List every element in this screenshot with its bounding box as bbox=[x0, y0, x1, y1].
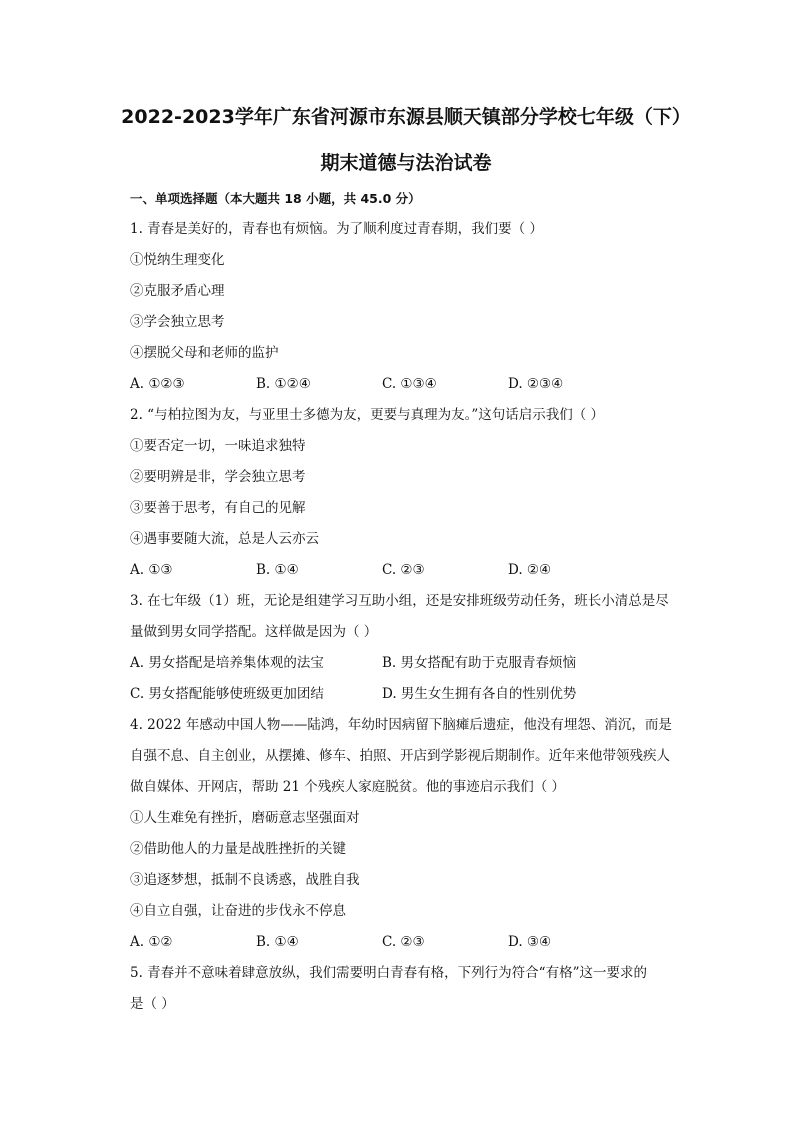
question-1 bbox=[130, 214, 682, 400]
question-stem: 2. “与柏拉图为友，与亚里士多德为友，更要与真理为友。”这句话启示我们（ ） bbox=[130, 407, 605, 423]
option-b: B. ①②④ bbox=[256, 376, 311, 392]
question-stem-line: 3. 在七年级（1）班，无论是组建学习互助小组，还是安排班级劳动任务，班长小清总是尽 bbox=[130, 593, 669, 609]
option-c: C. ①③④ bbox=[382, 376, 437, 392]
question-stem-line: 做自媒体、开网店，帮助 21 个残疾人家庭脱贫。他的事迹启示我们（ ） bbox=[130, 779, 566, 795]
option-c: C. ②③ bbox=[382, 562, 425, 578]
statement-item: ③追逐梦想，抵制不良诱惑，战胜自我 bbox=[130, 872, 360, 888]
statement-item: ②克服矛盾心理 bbox=[130, 283, 225, 299]
option-a: A. ①②③ bbox=[130, 376, 185, 392]
statement-item: ②借助他人的力量是战胜挫折的关键 bbox=[130, 841, 346, 857]
option-b: B. ①④ bbox=[256, 934, 299, 950]
question-stem-line: 自强不息、自主创业，从摆摊、修车、拍照、开店到学影视后期制作。近年来他带领残疾人 bbox=[130, 748, 670, 764]
statement-item: ③学会独立思考 bbox=[130, 314, 225, 330]
answer-options bbox=[130, 648, 682, 679]
answer-options bbox=[130, 679, 682, 710]
statement-item: ④自立自强，让奋进的步伐永不停息 bbox=[130, 903, 346, 919]
statement-item: ③要善于思考，有自己的见解 bbox=[130, 500, 306, 516]
option-d: D. ②④ bbox=[508, 562, 552, 578]
question-stem: 1. 青春是美好的，青春也有烦恼。为了顺利度过青春期，我们要（ ） bbox=[130, 221, 543, 237]
statement-item: ④摆脱父母和老师的监护 bbox=[130, 345, 279, 361]
option-d: D. ③④ bbox=[508, 934, 552, 950]
answer-options bbox=[130, 369, 682, 400]
option-d: D. 男生女生拥有各自的性别优势 bbox=[382, 686, 577, 702]
statement-item: ①要否定一切，一味追求独特 bbox=[130, 438, 306, 454]
option-a: A. ①③ bbox=[130, 562, 173, 578]
option-c: C. ②③ bbox=[382, 934, 425, 950]
answer-options bbox=[130, 555, 682, 586]
question-stem-line: 是（ ） bbox=[130, 996, 175, 1012]
question-5 bbox=[130, 958, 682, 1020]
question-2 bbox=[130, 400, 682, 586]
statement-item: ②要明辨是非，学会独立思考 bbox=[130, 469, 306, 485]
question-stem-line: 4. 2022 年感动中国人物——陆鸿，年幼时因病留下脑瘫后遗症，他没有埋怨、消沉，而是 bbox=[130, 717, 672, 733]
page-title: 2022-2023学年广东省河源市东源县顺天镇部分学校七年级（下） bbox=[121, 106, 691, 128]
statement-item: ④遇事要随大流，总是人云亦云 bbox=[130, 531, 319, 547]
question-3 bbox=[130, 586, 682, 710]
question-4 bbox=[130, 710, 682, 958]
statement-item: ①悦纳生理变化 bbox=[130, 252, 225, 268]
answer-options bbox=[130, 927, 682, 958]
option-b: B. 男女搭配有助于克服青春烦恼 bbox=[382, 655, 577, 671]
option-a: A. ①② bbox=[130, 934, 173, 950]
section-header: 一、单项选择题（本大题共 18 小题，共 45.0 分） bbox=[130, 191, 421, 206]
option-c: C. 男女搭配能够使班级更加团结 bbox=[130, 686, 324, 702]
option-d: D. ②③④ bbox=[508, 376, 564, 392]
statement-item: ①人生难免有挫折，磨砺意志坚强面对 bbox=[130, 810, 360, 826]
question-stem-line: 5. 青春并不意味着肆意放纵，我们需要明白青春有格，下列行为符合“有格”这一要求的 bbox=[130, 965, 647, 981]
question-stem-line: 量做到男女同学搭配。这样做是因为（ ） bbox=[130, 624, 378, 640]
option-b: B. ①④ bbox=[256, 562, 299, 578]
page-subtitle: 期末道德与法治试卷 bbox=[320, 152, 492, 174]
option-a: A. 男女搭配是培养集体观的法宝 bbox=[130, 655, 324, 671]
